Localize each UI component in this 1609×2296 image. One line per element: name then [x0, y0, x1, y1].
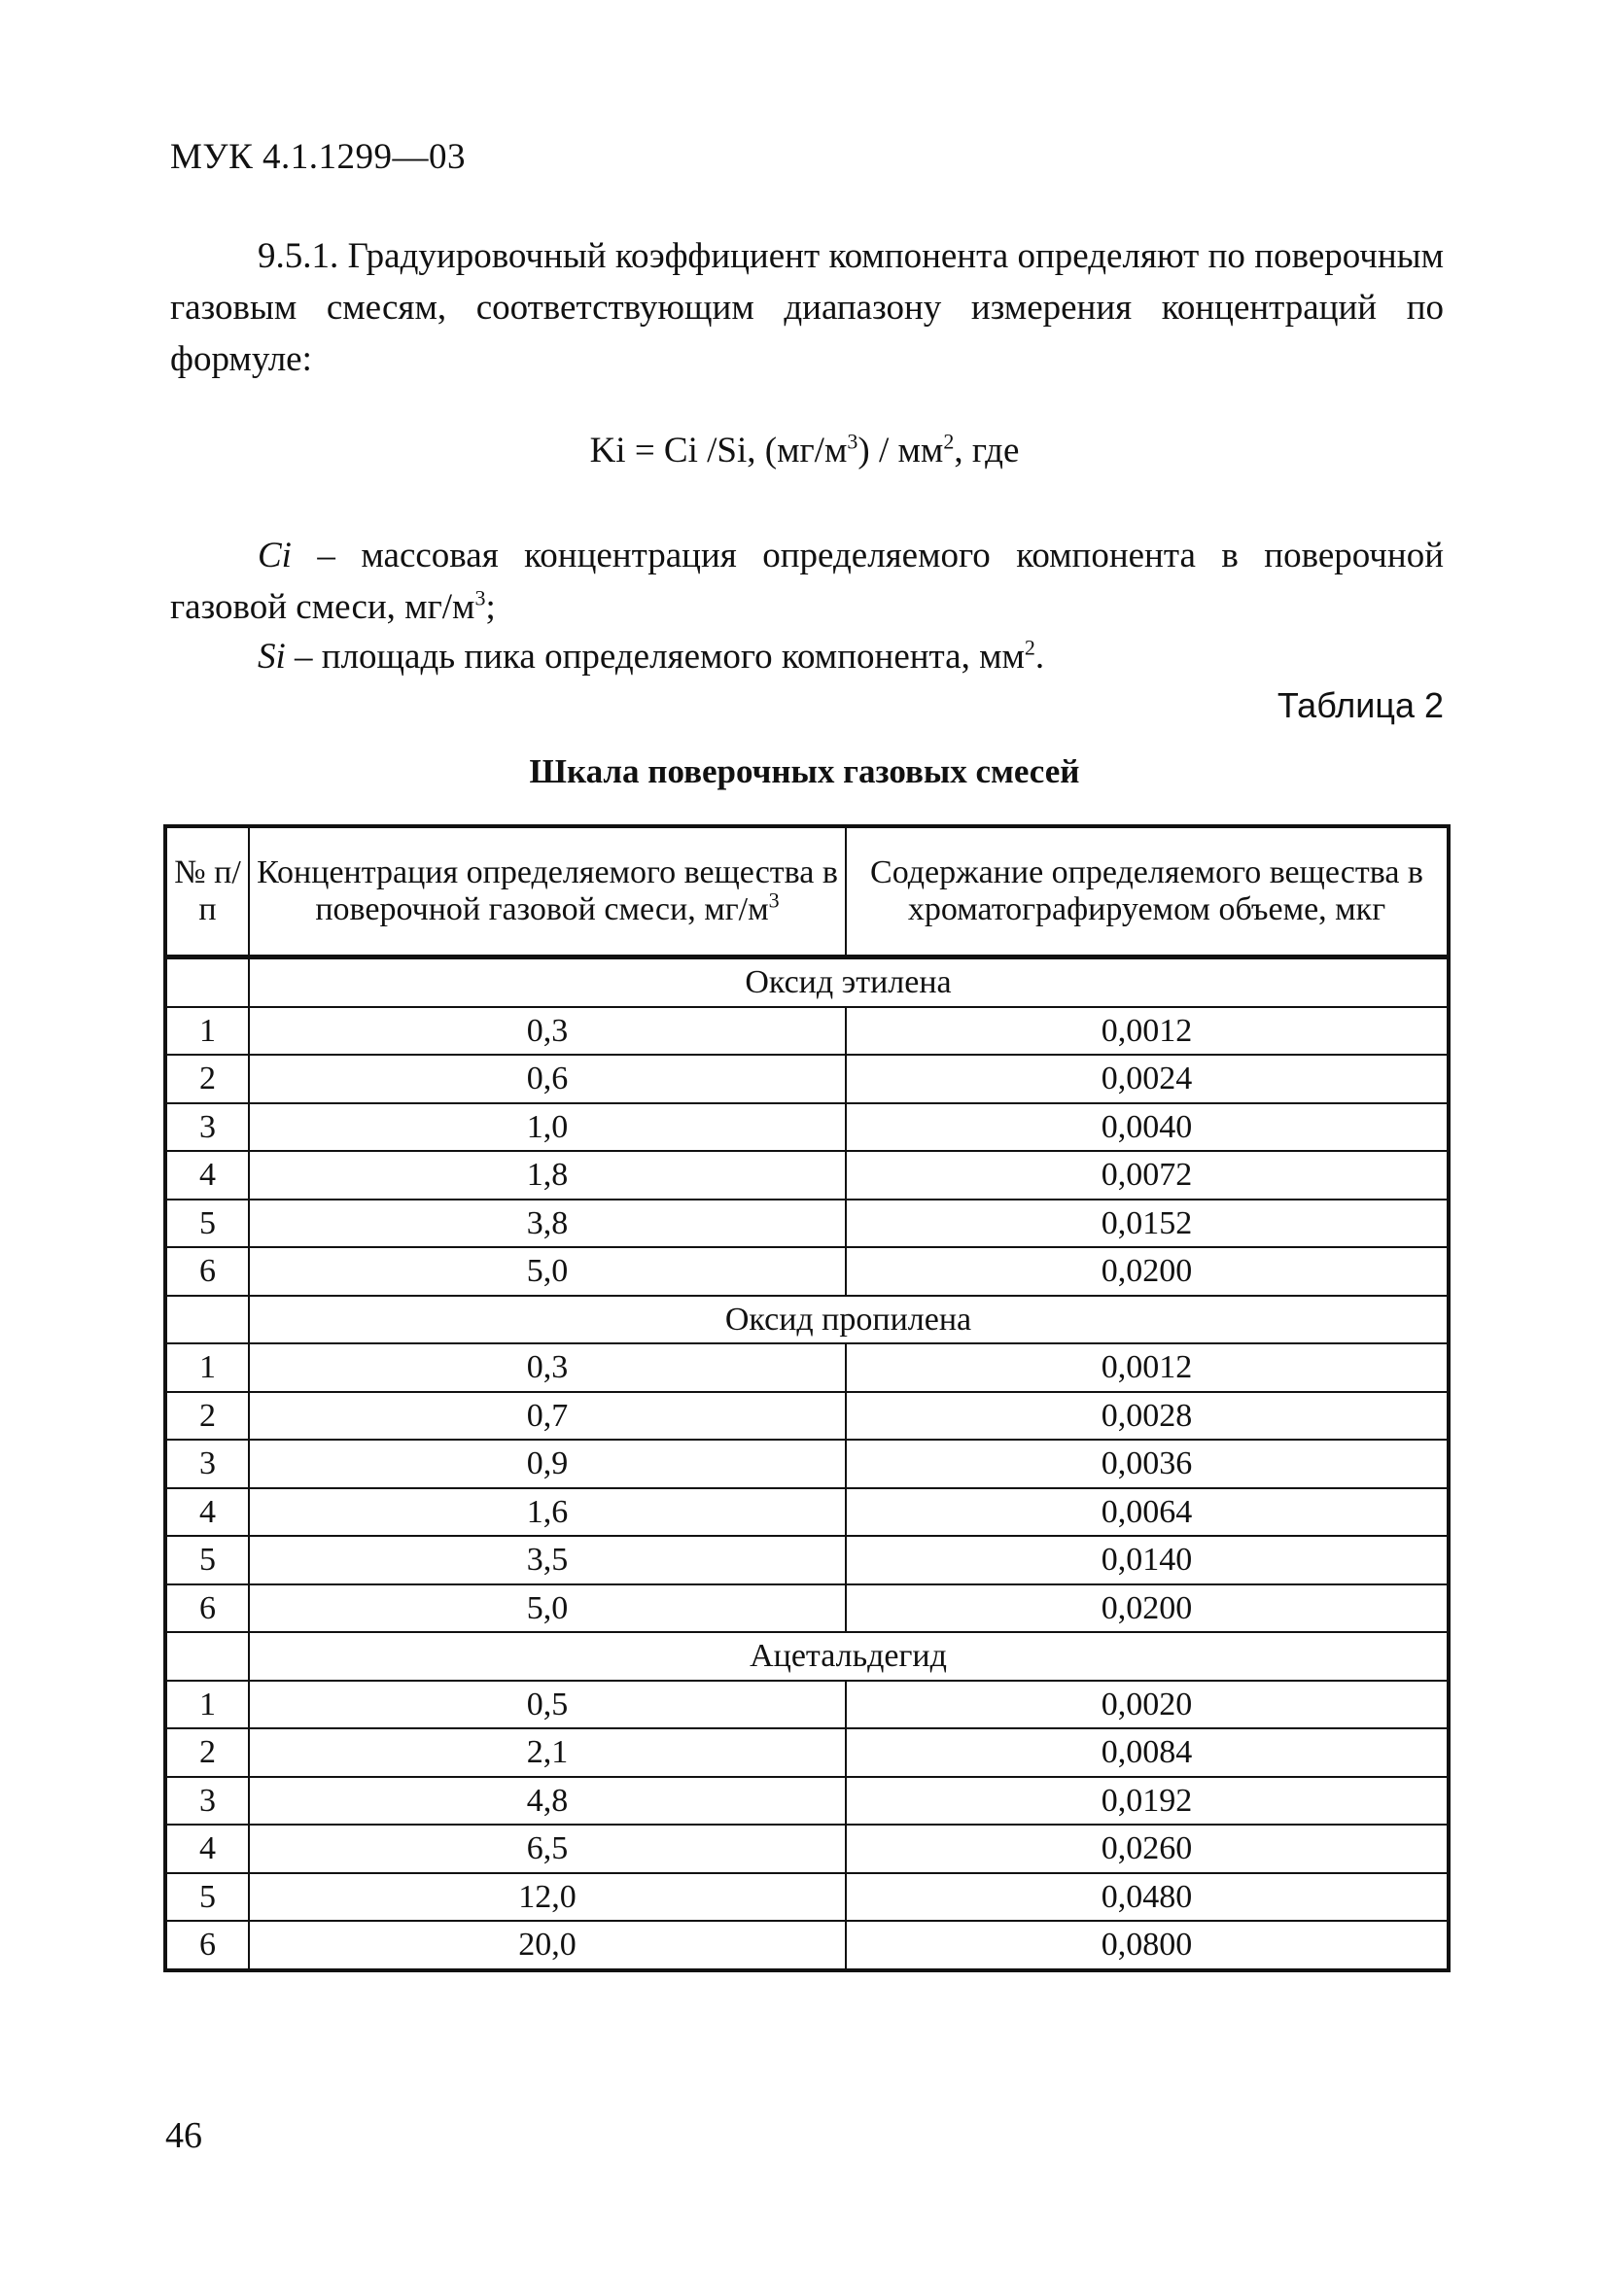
row-number: 2: [165, 1055, 249, 1103]
group-row: [165, 957, 1449, 1007]
row-number: 4: [165, 1825, 249, 1873]
concentration-value: 0,9: [249, 1440, 846, 1488]
formula-main: Ki = Ci /Si, (мг/м: [589, 431, 848, 470]
group-row: [165, 1632, 1449, 1681]
group-empty-cell: [165, 1632, 249, 1681]
content-value: 0,0192: [846, 1777, 1449, 1826]
table-row: [165, 1825, 1449, 1873]
table-row: [165, 1200, 1449, 1248]
concentration-value: 5,0: [249, 1247, 846, 1296]
row-number: 6: [165, 1247, 249, 1296]
table-row: [165, 1873, 1449, 1922]
row-number: 2: [165, 1728, 249, 1777]
group-name: Оксид пропилена: [249, 1296, 1449, 1344]
row-number: 1: [165, 1007, 249, 1056]
table-row: [165, 1777, 1449, 1826]
formula-tail: , где: [954, 431, 1020, 470]
document-header: МУК 4.1.1299—03: [170, 137, 467, 177]
table-row: [165, 1921, 1449, 1970]
table-body: [165, 957, 1449, 1970]
table-title: Шкала поверочных газовых смесей: [529, 752, 1080, 790]
table-row: [165, 1681, 1449, 1729]
formula-mid: ) / мм: [857, 431, 944, 470]
content-value: 0,0200: [846, 1584, 1449, 1633]
content-value: 0,0140: [846, 1536, 1449, 1584]
si-end: .: [1034, 637, 1045, 677]
ci-exponent: 3: [474, 585, 486, 610]
ci-symbol: Ci: [258, 536, 292, 575]
table-row: [165, 1103, 1449, 1152]
table-row: [165, 1536, 1449, 1584]
content-value: 0,0480: [846, 1873, 1449, 1922]
page-number: 46: [165, 2115, 202, 2156]
table-row: [165, 1007, 1449, 1056]
row-number: 5: [165, 1200, 249, 1248]
table-row: [165, 1440, 1449, 1488]
content-value: 0,0040: [846, 1103, 1449, 1152]
table-row: [165, 1488, 1449, 1537]
concentration-value: 1,6: [249, 1488, 846, 1537]
calibration-table: [163, 824, 1451, 1972]
concentration-value: 1,8: [249, 1151, 846, 1200]
content-value: 0,0024: [846, 1055, 1449, 1103]
concentration-value: 5,0: [249, 1584, 846, 1633]
header-concentration-text: Концентрация определяемого вещества в поверочной газовой смеси, мг/м: [257, 854, 838, 927]
row-number: 6: [165, 1921, 249, 1970]
concentration-value: 2,1: [249, 1728, 846, 1777]
content-value: 0,0152: [846, 1200, 1449, 1248]
row-number: 1: [165, 1681, 249, 1729]
content-value: 0,0012: [846, 1007, 1449, 1056]
table-row: [165, 1151, 1449, 1200]
row-number: 4: [165, 1151, 249, 1200]
concentration-value: 0,5: [249, 1681, 846, 1729]
row-number: 5: [165, 1873, 249, 1922]
ci-text: – массовая концентрация определяемого компонента в поверочной газовой смеси, мг/м: [170, 536, 1444, 627]
content-value: 0,0020: [846, 1681, 1449, 1729]
concentration-value: 6,5: [249, 1825, 846, 1873]
concentration-value: 0,7: [249, 1392, 846, 1441]
table-header-row: [165, 826, 1449, 957]
concentration-value: 3,8: [249, 1200, 846, 1248]
si-exponent: 2: [1024, 635, 1035, 660]
row-number: 2: [165, 1392, 249, 1441]
concentration-value: 3,5: [249, 1536, 846, 1584]
content-value: 0,0028: [846, 1392, 1449, 1441]
table-caption: Таблица 2: [1277, 685, 1444, 725]
table-row: [165, 1055, 1449, 1103]
header-content: Содержание определяемого вещества в хроматографируемом объеме, мкг: [846, 826, 1449, 957]
content-value: 0,0260: [846, 1825, 1449, 1873]
formula: [0, 430, 1609, 471]
content-value: 0,0036: [846, 1440, 1449, 1488]
concentration-value: 12,0: [249, 1873, 846, 1922]
concentration-value: 0,3: [249, 1007, 846, 1056]
group-name: Оксид этилена: [249, 957, 1449, 1007]
paragraph-text: 9.5.1. Градуировочный коэффициент компонента определяют по поверочным газовым смесям, соответствующим диапазону измерения концентраций по формуле:: [170, 236, 1444, 379]
si-text: – площадь пика определяемого компонента, мм: [285, 637, 1025, 677]
row-number: 3: [165, 1777, 249, 1826]
formula-exponent-1: 3: [847, 429, 858, 454]
concentration-value: 0,6: [249, 1055, 846, 1103]
content-value: 0,0072: [846, 1151, 1449, 1200]
row-number: 4: [165, 1488, 249, 1537]
header-concentration-exponent: 3: [768, 887, 780, 913]
paragraph-coefficient: [170, 230, 1444, 385]
content-value: 0,0084: [846, 1728, 1449, 1777]
concentration-value: 20,0: [249, 1921, 846, 1970]
definition-si: [170, 631, 1444, 682]
si-symbol: Si: [258, 637, 286, 677]
header-concentration: [249, 826, 846, 957]
table-container: [163, 824, 1447, 1972]
row-number: 5: [165, 1536, 249, 1584]
group-name: Ацетальдегид: [249, 1632, 1449, 1681]
content-value: 0,0012: [846, 1343, 1449, 1392]
row-number: 3: [165, 1103, 249, 1152]
table-row: [165, 1392, 1449, 1441]
concentration-value: 4,8: [249, 1777, 846, 1826]
content-value: 0,0800: [846, 1921, 1449, 1970]
concentration-value: 1,0: [249, 1103, 846, 1152]
group-empty-cell: [165, 1296, 249, 1344]
table-row: [165, 1728, 1449, 1777]
row-number: 6: [165, 1584, 249, 1633]
content-value: 0,0200: [846, 1247, 1449, 1296]
concentration-value: 0,3: [249, 1343, 846, 1392]
group-empty-cell: [165, 957, 249, 1007]
row-number: 1: [165, 1343, 249, 1392]
group-row: [165, 1296, 1449, 1344]
ci-end: ;: [485, 587, 496, 627]
header-num: № п/п: [165, 826, 249, 957]
formula-exponent-2: 2: [943, 429, 955, 454]
row-number: 3: [165, 1440, 249, 1488]
table-row: [165, 1247, 1449, 1296]
content-value: 0,0064: [846, 1488, 1449, 1537]
definition-ci: [170, 530, 1444, 633]
table-row: [165, 1343, 1449, 1392]
table-row: [165, 1584, 1449, 1633]
